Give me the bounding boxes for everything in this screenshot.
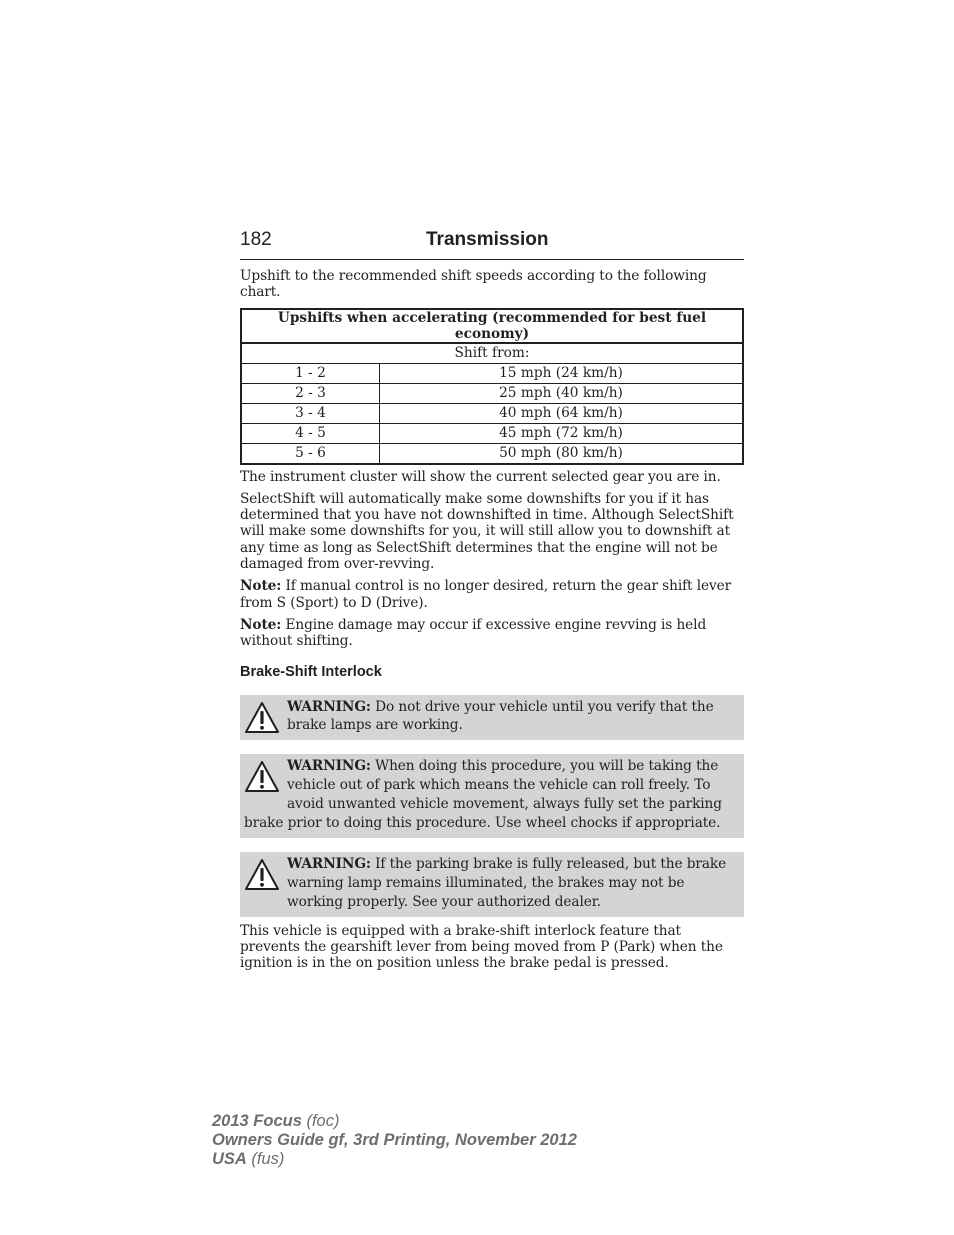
footer-line bbox=[212, 1112, 577, 1131]
table-row bbox=[241, 443, 743, 464]
gear-cell: 4 - 5 bbox=[241, 423, 380, 443]
warning-triangle-icon bbox=[244, 759, 280, 795]
table-row bbox=[241, 403, 743, 423]
footer-market: USA bbox=[212, 1150, 247, 1168]
section-heading: Brake-Shift Interlock bbox=[240, 663, 382, 680]
gear-cell: 5 - 6 bbox=[241, 443, 380, 464]
note-text: If manual control is no longer desired, return the gear shift lever from S (Sport) to D (Drive). bbox=[240, 578, 732, 611]
gear-cell: 1 - 2 bbox=[241, 363, 380, 383]
note-label: Note: bbox=[240, 578, 282, 595]
table-row bbox=[241, 383, 743, 403]
speed-cell: 50 mph (80 km/h) bbox=[380, 443, 744, 464]
note-label: Note: bbox=[240, 616, 282, 633]
speed-cell: 45 mph (72 km/h) bbox=[380, 423, 744, 443]
page-header bbox=[240, 229, 744, 260]
note-text: Engine damage may occur if excessive engine revving is held without shifting. bbox=[240, 616, 707, 650]
page-number: 182 bbox=[240, 229, 272, 250]
table-row bbox=[241, 363, 743, 383]
shift-speed-table bbox=[240, 308, 744, 465]
warning-label: WARNING: bbox=[287, 698, 371, 715]
table-row bbox=[241, 423, 743, 443]
warning-text: When doing this procedure, you will be taking the vehicle out of park which means the vehicle can roll freely. To avoid unwanted vehicle movement, always fully set the parking brake prior to doing this procedure. Use wheel chocks if appropriate. bbox=[244, 758, 722, 832]
footer-line bbox=[212, 1131, 577, 1150]
page-footer bbox=[212, 1112, 577, 1169]
chapter-title: Transmission bbox=[426, 229, 549, 250]
warning-triangle-icon bbox=[244, 700, 280, 736]
table-subheader: Shift from: bbox=[241, 343, 743, 364]
warning-box bbox=[240, 852, 744, 917]
speed-cell: 25 mph (40 km/h) bbox=[380, 383, 744, 403]
warning-triangle-icon bbox=[244, 857, 280, 893]
cluster-paragraph: The instrument cluster will show the current selected gear you are in. bbox=[240, 468, 721, 485]
speed-cell: 40 mph (64 km/h) bbox=[380, 403, 744, 423]
note-paragraph bbox=[240, 578, 744, 611]
warning-text: Do not drive your vehicle until you verify that the brake lamps are working. bbox=[287, 698, 714, 734]
footer-code: (foc) bbox=[301, 1112, 340, 1130]
manual-page bbox=[240, 229, 744, 972]
gear-cell: 2 - 3 bbox=[241, 383, 380, 403]
warning-text: If the parking brake is fully released, but the brake warning lamp remains illuminated, the brakes may not be working properly. See your authorized dealer. bbox=[287, 856, 727, 910]
warning-box bbox=[240, 754, 744, 838]
footer-market-code: (fus) bbox=[246, 1150, 285, 1168]
warning-label: WARNING: bbox=[287, 758, 371, 775]
footer-line bbox=[212, 1150, 577, 1169]
gear-cell: 3 - 4 bbox=[241, 403, 380, 423]
note-paragraph bbox=[240, 617, 744, 650]
table-title: Upshifts when accelerating (recommended for best fuel economy) bbox=[241, 309, 743, 343]
footer-edition: Owners Guide gf, 3rd Printing, November 2012 bbox=[212, 1131, 577, 1149]
intro-paragraph: Upshift to the recommended shift speeds according to the following chart. bbox=[240, 268, 707, 301]
warning-box bbox=[240, 695, 744, 741]
speed-cell: 15 mph (24 km/h) bbox=[380, 363, 744, 383]
interlock-paragraph: This vehicle is equipped with a brake-shift interlock feature that prevents the gearshift lever from being moved from P (Park) when the ignition is in the on position unless the brake pedal is pressed. bbox=[240, 922, 723, 972]
footer-model: 2013 Focus bbox=[212, 1112, 302, 1130]
warning-label: WARNING: bbox=[287, 856, 371, 872]
selectshift-paragraph: SelectShift will automatically make some downshifts for you if it has determined that you have not downshifted in time. Although SelectShift will make some downshifts for you, it will still allow you to downshift at any time as long as SelectShift determines that the engine will not be damaged from over-revving. bbox=[240, 490, 734, 573]
